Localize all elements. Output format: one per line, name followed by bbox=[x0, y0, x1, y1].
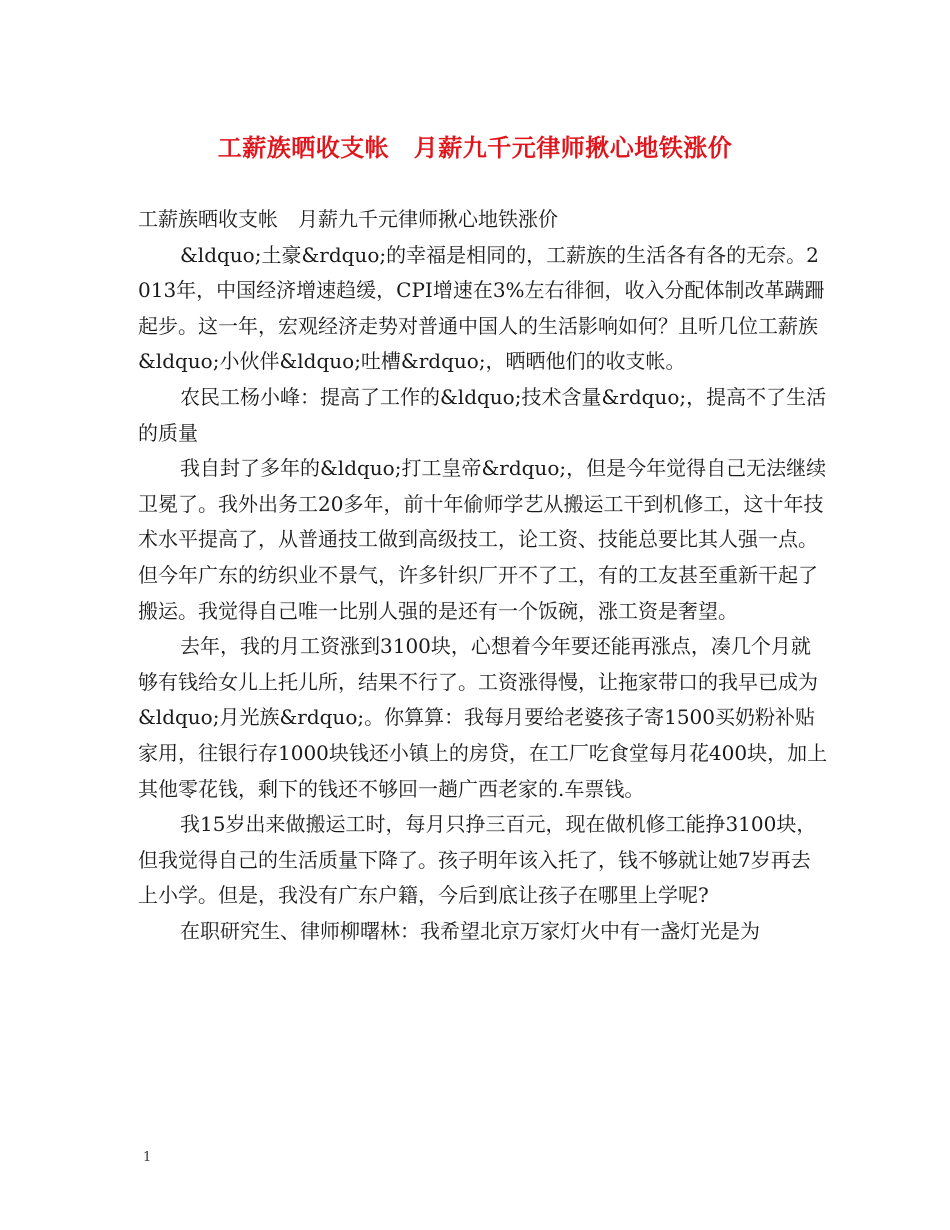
page-number: 1 bbox=[143, 1150, 152, 1165]
paragraph-heading-yang: 农民工杨小峰：提高了工作的&ldquo;技术含量&rdquo;，提高不了生活的质量 bbox=[138, 384, 827, 445]
paragraph-body: 我自封了多年的&ldquo;打工皇帝&rdquo;，但是今年觉得自己无法继续卫冕了。我外出务工20多年，前十年偷师学艺从搬运工干到机修工，这十年技术水平提高了，从普通技工做到高级技工，论工资、技能总要比其人强一点。但今年广东的纺织业不景气，许多针织厂开不了工，有的工友甚至重新干起了搬运。我觉得自己唯一比别人强的是还有一个饭碗，涨工资是奢望。 bbox=[138, 456, 827, 623]
paragraph-intro: &ldquo;土豪&rdquo;的幸福是相同的，工薪族的生活各有各的无奈。2013年，中国经济增速趋缓，CPI增速在3%左右徘徊，收入分配体制改革蹒跚起步。这一年，宏观经济走势对普通中国人的生活影响如何？且听几位工薪族&ldquo;小伙伴&ldquo;吐槽&rdquo;，晒晒他们的收支帐。 bbox=[138, 242, 825, 374]
document-body bbox=[138, 202, 828, 949]
paragraph-body: 我15岁出来做搬运工时，每月只挣三百元，现在做机修工能挣3100块，但我觉得自己的生活质量下降了。孩子明年该入托了，钱不够就让她7岁再去上小学。但是，我没有广东户籍，今后到底让孩子在哪里上学呢? bbox=[138, 812, 817, 908]
paragraph-body: 去年，我的月工资涨到3100块，心想着今年要还能再涨点，凑几个月就够有钱给女儿上托儿所，结果不行了。工资涨得慢，让拖家带口的我早已成为&ldquo;月光族&rdquo;。你算算：我每月要给老婆孩子寄1500买奶粉补贴家用，往银行存1000块钱还小镇上的房贷，在工厂吃食堂每月花400块，加上其他零花钱，剩下的钱还不够回一趟广西老家的.车票钱。 bbox=[138, 634, 828, 801]
paragraph-subtitle: 工薪族晒收支帐 月薪九千元律师揪心地铁涨价 bbox=[138, 207, 558, 231]
paragraph-heading-liu: 在职研究生、律师柳曙林：我希望北京万家灯火中有一盏灯光是为 bbox=[180, 918, 760, 943]
document-title: 工薪族晒收支帐 月薪九千元律师揪心地铁涨价 bbox=[217, 133, 733, 162]
